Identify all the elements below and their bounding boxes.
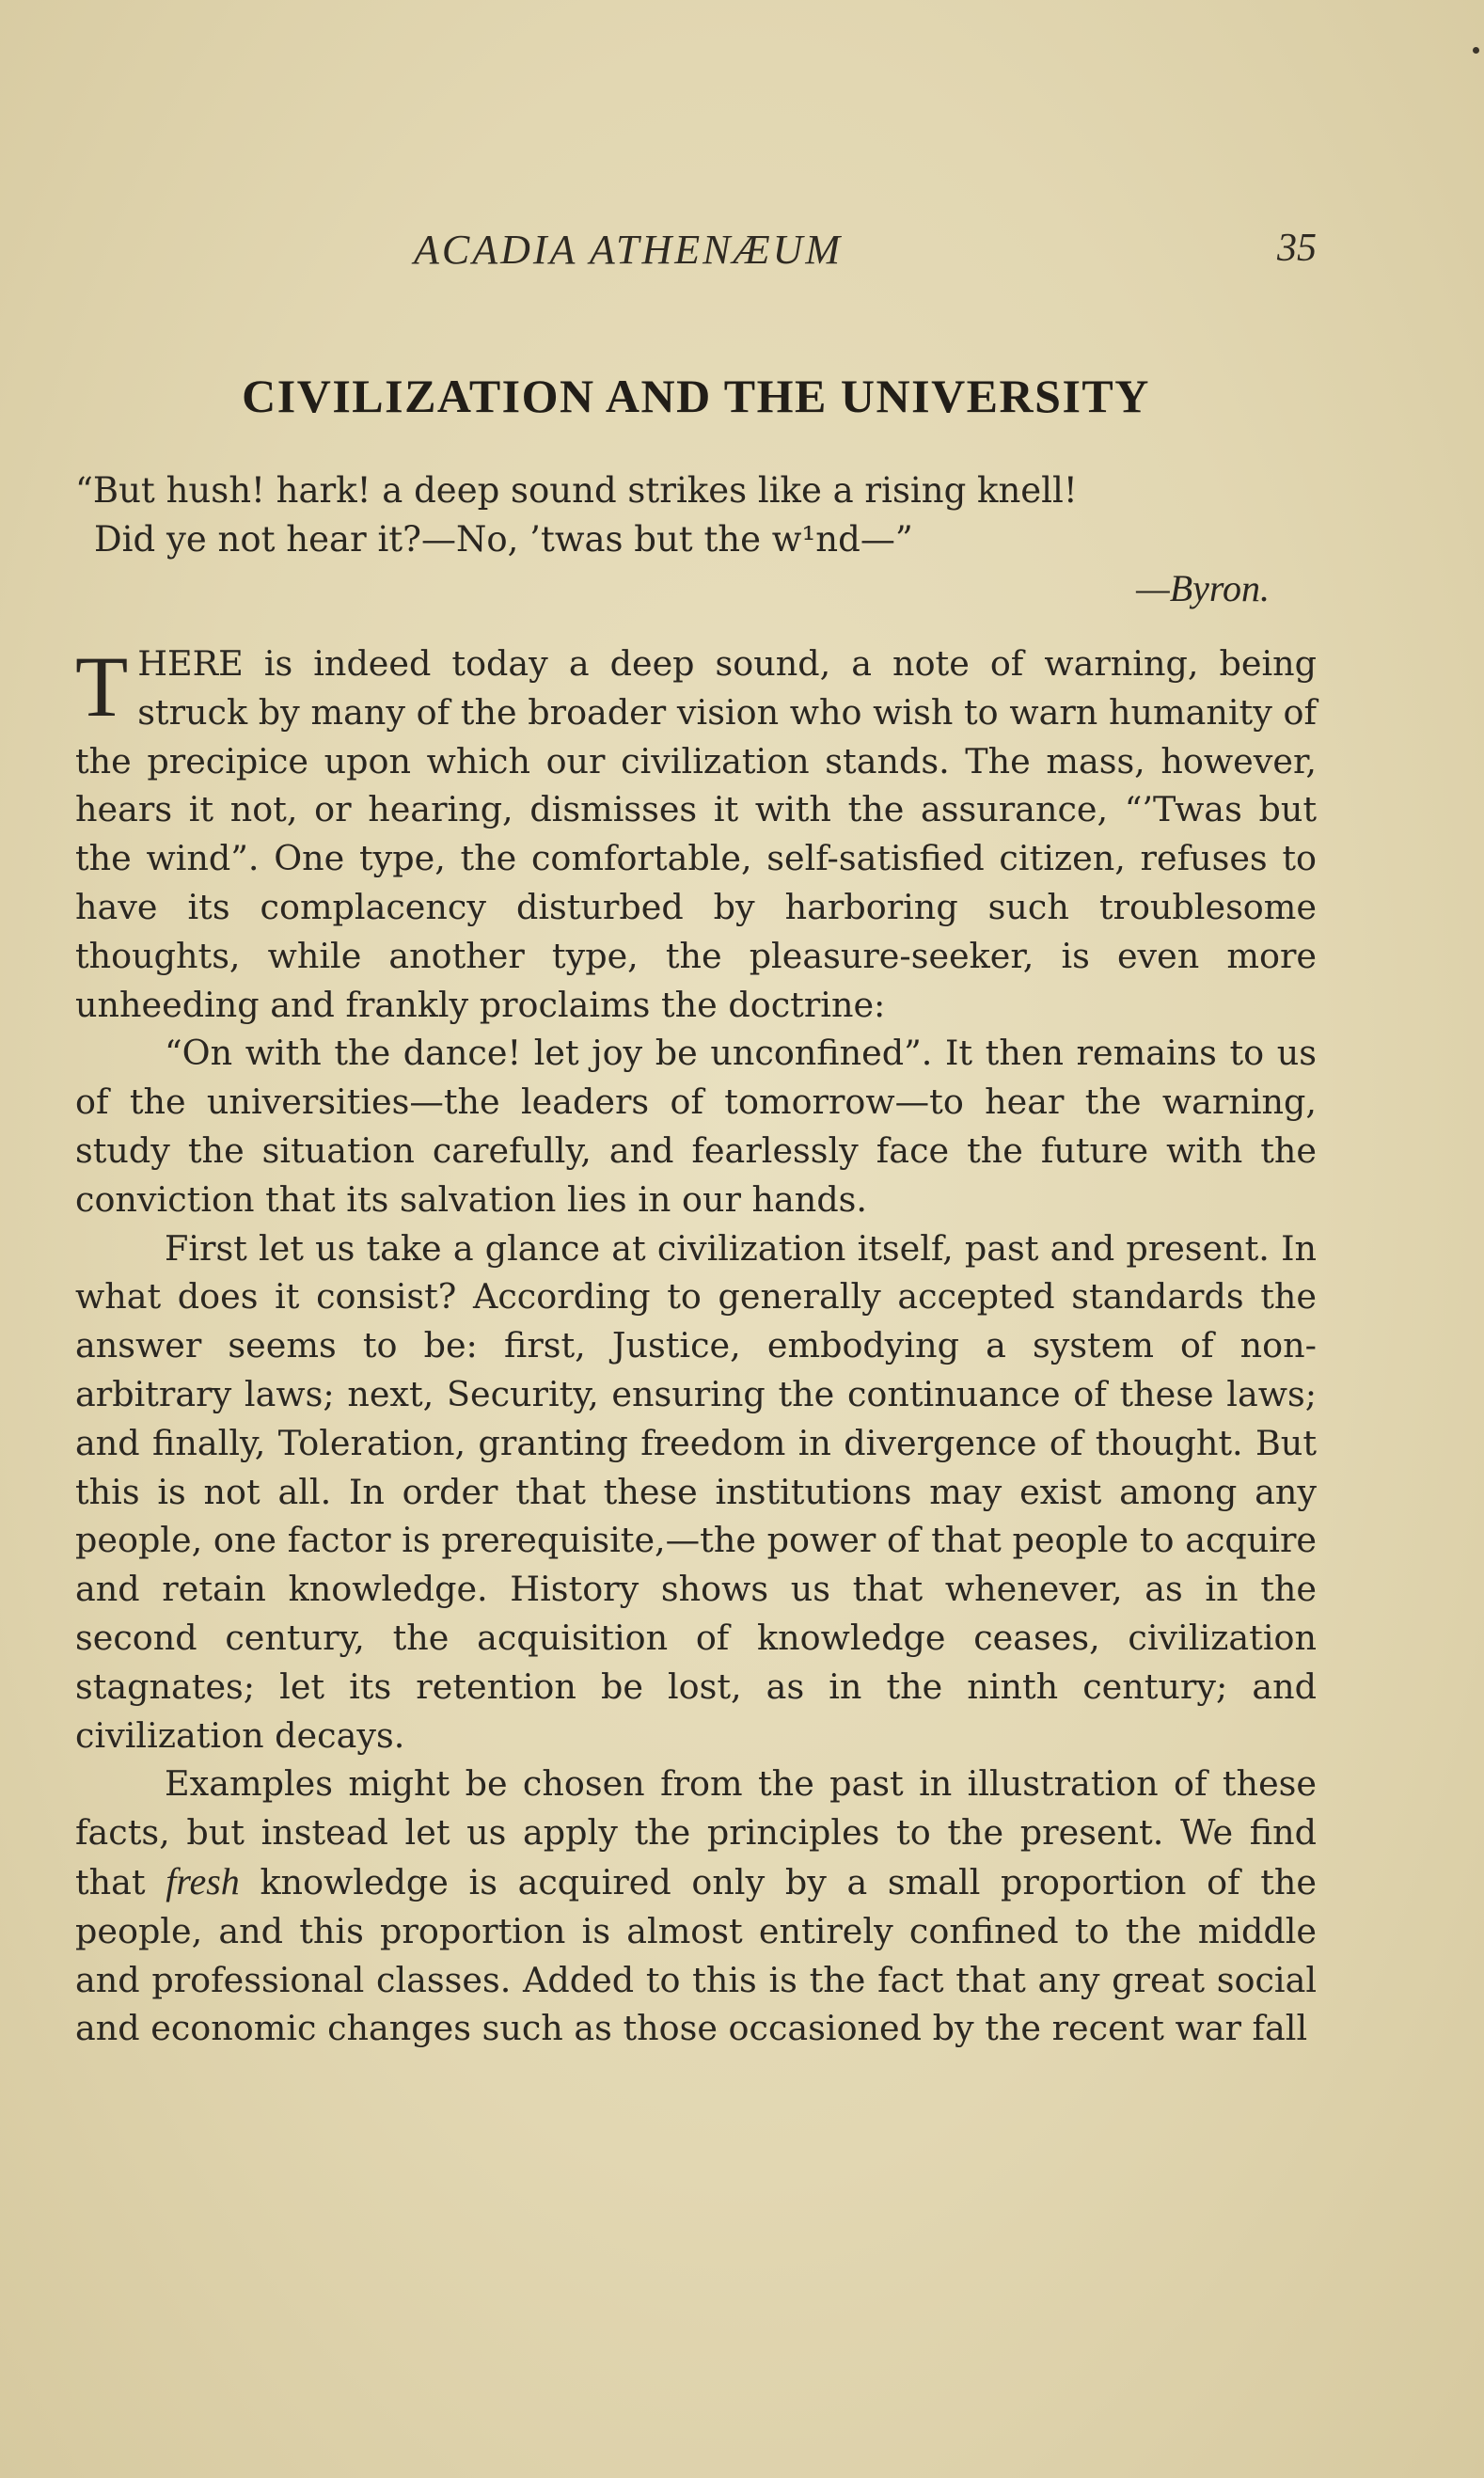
epigraph-line-1: “But hush! hark! a deep sound strikes like a rising knell! xyxy=(75,470,1078,511)
running-head xyxy=(75,226,1317,282)
paragraph-4-text-a: Examples might be chosen from the past in illustration of these facts, but instead let us apply the principles to the present. We find that xyxy=(75,1763,1317,1902)
epigraph-line-2: Did ye not hear it?—No, ’twas but the w¹nd—” xyxy=(94,519,913,560)
paragraph-4-italic: fresh xyxy=(166,1859,240,1902)
page-number: 35 xyxy=(1277,227,1317,270)
paper-speck xyxy=(1473,47,1479,54)
paragraph-4 xyxy=(75,1760,1317,2053)
epigraph xyxy=(75,466,1317,613)
article-title: CIVILIZATION AND THE UNIVERSITY xyxy=(242,370,1150,422)
paragraph-4-text-b: knowledge is acquired only by a small proportion of the people, and this proportion is almost entirely confined to the middle and professional classes. Added to this is the fact that any great social and economic changes such as those occasioned by the recent war fall xyxy=(75,1861,1317,2049)
paragraph-2: “On with the dance! let joy be unconfined”. It then remains to us of the universities—the leaders of tomorrow—to hear the warning, study the situation carefully, and fearlessly face the future with the conviction that its salvation lies in our hands. xyxy=(75,1033,1317,1220)
epigraph-attribution: —Byron. xyxy=(1136,567,1270,609)
article-body xyxy=(75,639,1317,2053)
running-title: ACADIA ATHENÆUM xyxy=(414,227,844,273)
paragraph-1 xyxy=(75,639,1317,1029)
drop-cap: T xyxy=(75,639,129,734)
paragraph-3: First let us take a glance at civilization itself, past and present. In what does it consist? According to generally accepted standards the answer seems to be: first, Justice, embodying a system of non-arbitrary laws; next, Security, ensuring the continuance of these laws; and finally, Toleration, granting freedom in divergence of thought. But this is not all. In order that these institutions may exist among any people, one factor is prerequisite,—the power of that people to acquire and retain knowledge. History shows us that whenever, as in the second century, the acquisition of knowledge ceases, civilization stagnates; let its retention be lost, as in the ninth century; and civilization decays. xyxy=(75,1227,1317,1756)
paragraph-1-text: HERE is indeed today a deep sound, a note of warning, being struck by many of the broader vision who wish to warn humanity of the precipice upon which our civilization stands. The mass, however, hears it not, or hearing, dismisses it with the assurance, “’Twas but the wind”. One type, the comfortable, self-satisfied citizen, refuses to have its complacency disturbed by harboring such troublesome thoughts, while another type, the pleasure-seeker, is even more unheeding and frankly proclaims the doctrine: xyxy=(75,643,1317,1025)
